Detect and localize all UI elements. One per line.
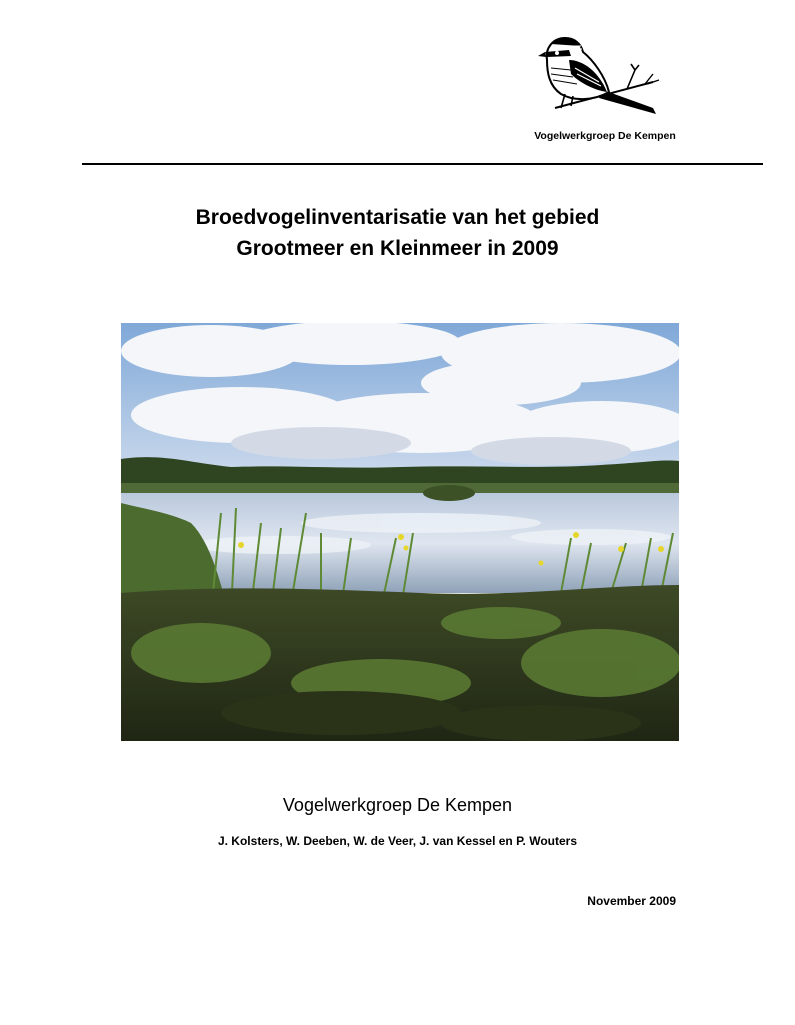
title-line-1: Broedvogelinventarisatie van het gebied [195, 206, 600, 229]
logo [525, 30, 685, 142]
title-line-2: Grootmeer en Kleinmeer in 2009 [236, 237, 559, 260]
header-divider [82, 163, 763, 165]
authors: J. Kolsters, W. Deeben, W. de Veer, J. van Kessel en P. Wouters [217, 834, 578, 848]
bird-shrike-icon [535, 30, 675, 125]
cover-photo [121, 323, 679, 741]
logo-caption: Vogelwerkgroep De Kempen [534, 130, 676, 142]
organization-name: Vogelwerkgroep De Kempen [282, 795, 513, 815]
page-title [0, 202, 795, 264]
publication-date: November 2009 [587, 894, 676, 908]
